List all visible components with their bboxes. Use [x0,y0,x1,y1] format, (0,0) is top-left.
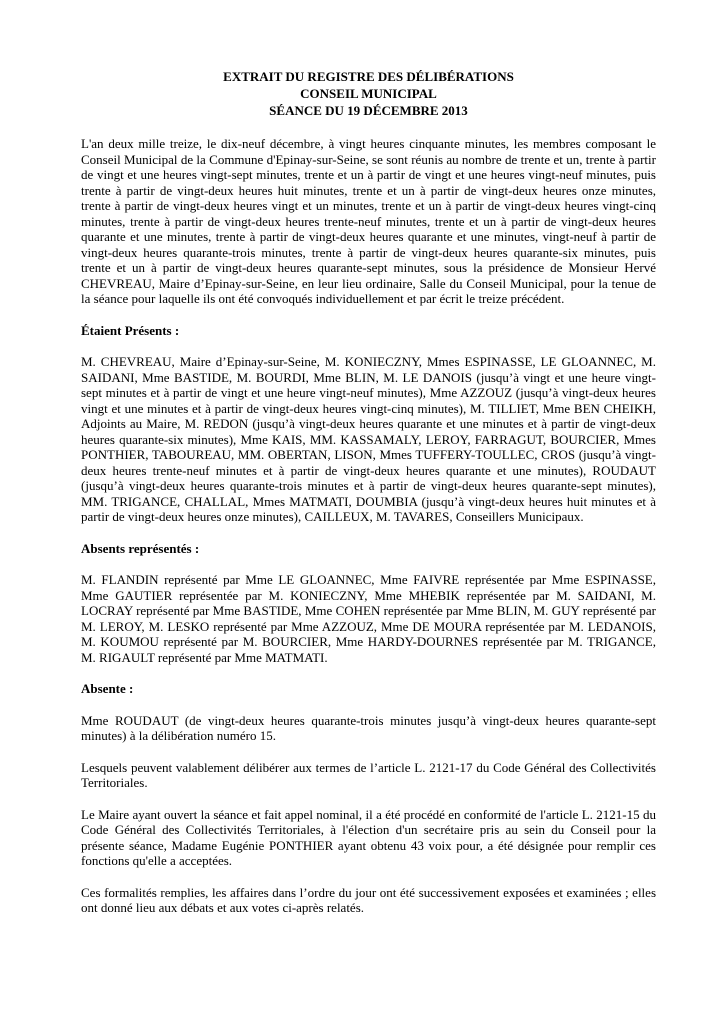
absent-heading: Absente : [81,681,134,696]
presents-paragraph: M. CHEVREAU, Maire d’Epinay-sur-Seine, M. KONIECZNY, Mmes ESPINASSE, LE GLOANNEC, M. SAIDANI, Mme BASTIDE, M. BOURDI, Mme BLIN, M. LE DANOIS (jusqu’à vingt et une heure vingt-sept minutes et à partir de vingt et une heure vingt-neuf minutes), Mme AZZOUZ (jusqu’à vingt-deux heures vingt et une minutes et à partir de vingt-deux heures vingt-cinq minutes), M. TILLIET, Mme BEN CHEIKH, Adjoints au Maire, M. REDON (jusqu’à vingt-deux heures quarante et une minutes et à partir de vingt-deux heures quarante-six minutes), Mme KAIS, MM. KASSAMALY, LEROY, FARRAGUT, BOURCIER, Mmes PONTHIER, TABOUREAU, MM. OBERTAN, LISON, Mmes TUFFERY-TOULLEC, CROS (jusqu’à vingt-deux heures trente-neuf minutes et à partir de vingt-deux heures quarante et une minutes), ROUDAUT (jusqu’à vingt-deux heures quarante-trois minutes et à partir de vingt-deux heures quarante-sept minutes), MM. TRIGANCE, CHALLAL, Mmes MATMATI, DOUMBIA (jusqu’à vingt-deux heures huit minutes et à partir de vingt-deux heures onze minutes), CAILLEUX, M. TAVARES, Conseillers Municipaux. [81,354,656,524]
represented-paragraph: M. FLANDIN représenté par Mme LE GLOANNEC, Mme FAIVRE représentée par Mme ESPINASSE, Mme GAUTIER représentée par M. KONIECZNY, Mme MHEBIK représentée par M. SAIDANI, M. LOCRAY représenté par Mme BASTIDE, Mme COHEN représentée par Mme BLIN, M. GUY représenté par M. LEROY, M. LESKO représenté par Mme AZZOUZ, Mme DE MOURA représentée par M. LEDANOIS, M. KOUMOU représenté par M. BOURCIER, Mme HARDY-DOURNES représentée par M. TRIGANCE, M. RIGAULT représenté par Mme MATMATI. [81,572,656,665]
legal-paragraph: Lesquels peuvent valablement délibérer aux termes de l’article L. 2121-17 du Code Général des Collectivités Territoriales. [81,759,656,790]
secretary-paragraph: Le Maire ayant ouvert la séance et fait appel nominal, il a été procédé en conformité de l'article L. 2121-15 du Code Général des Collectivités Territoriales, à l'élection d'un secrétaire pris au sein du Conseil pour la présente séance, Madame Eugénie PONTHIER ayant obtenu 43 voix pour, a été désignée pour remplir ces fonctions qu'elle a acceptées. [81,806,656,868]
document-header [81,68,656,119]
absent-paragraph: Mme ROUDAUT (de vingt-deux heures quarante-trois minutes jusqu’à vingt-deux heures quarante-sept minutes) à la délibération numéro 15. [81,712,656,743]
closing-paragraph: Ces formalités remplies, les affaires dans l’ordre du jour ont été successivement exposées et examinées ; elles ont donné lieu aux débats et aux votes ci-après relatés. [81,884,656,915]
presents-heading: Étaient Présents : [81,322,180,338]
header-register-title: EXTRAIT DU REGISTRE DES DÉLIBÉRATIONS [223,69,514,84]
header-council-title: CONSEIL MUNICIPAL [300,86,437,101]
intro-paragraph: L'an deux mille treize, le dix-neuf décembre, à vingt heures cinquante minutes, les membres composant le Conseil Municipal de la Commune d'Epinay-sur-Seine, se sont réunis au nombre de trente et un, trente à partir de vingt et une heures vingt-sept minutes, trente et un à partir de vingt et une heures vingt-neuf minutes, puis trente à partir de vingt-deux heures huit minutes, trente et un à partir de vingt-deux heures onze minutes, trente à partir de vingt-deux heures vingt et un minutes, trente et un à partir de vingt-deux heures vingt-cinq minutes, trente à partir de vingt-deux heures trente-neuf minutes, trente et un à partir de vingt-deux heures quarante et une minutes, trente à partir de vingt-deux heures quarante et une minutes, vingt-neuf à partir de vingt-deux heures quarante-trois minutes, trente à partir de vingt-deux heures quarante-six minutes, puis trente et un à partir de vingt-deux heures quarante-sept minutes, sous la présidence de Monsieur Hervé CHEVREAU, Maire d’Epinay-sur-Seine, en leur lieu ordinaire, Salle du Conseil Municipal, pour la tenue de la séance pour laquelle ils ont été convoqués individuellement et par écrit le treize précédent. [81,136,656,306]
represented-heading: Absents représentés : [81,540,200,556]
header-session-date: SÉANCE DU 19 DÉCEMBRE 2013 [269,103,468,118]
